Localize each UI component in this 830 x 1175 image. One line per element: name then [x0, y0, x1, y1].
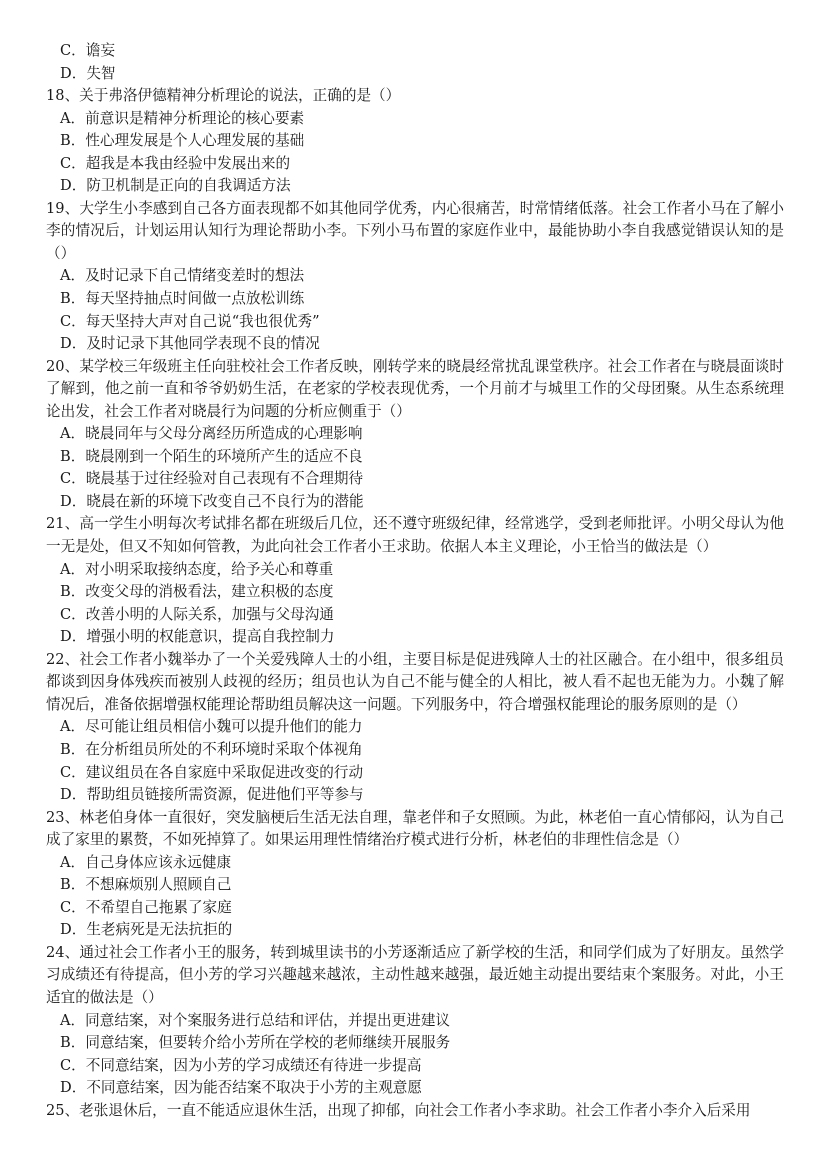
- option-separator: ．: [70, 560, 86, 578]
- option-letter: A: [60, 560, 71, 578]
- option-letter: B: [60, 290, 71, 308]
- option-text: 对小明采取接纳态度，给予关心和尊重: [85, 560, 334, 578]
- option-text: 不同意结案，因为能否结案不取决于小芳的主观意愿: [86, 1079, 422, 1097]
- option-line: [46, 581, 784, 604]
- option-line: [46, 626, 784, 649]
- option-text: 前意识是精神分析理论的核心要素: [85, 109, 305, 127]
- option-text: 改善小明的人际关系，加强与父母沟通: [85, 605, 334, 623]
- document-body: [46, 40, 784, 1122]
- question-stem: 22、社会工作者小魏举办了一个关爱残障人士的小组，主要目标是促进残障人士的社区融合。在小组中，很多组员都谈到因身体残疾而被别人歧视的经历；组员也认为自己不能与健全的人相比，被人看不起也无能为力。小魏了解情况后，准备依据增强权能理论帮助组员解决这一问题。下列服务中，符合增强权能理论的服务原则的是（）: [46, 650, 784, 713]
- option-letter: C: [60, 312, 72, 330]
- option-separator: ．: [70, 109, 86, 127]
- option-text: 性心理发展是个人心理发展的基础: [85, 132, 305, 150]
- option-letter: D: [60, 335, 72, 353]
- option-line: [46, 784, 784, 807]
- question-stem: 19、大学生小李感到自己各方面表现都不如其他同学优秀，内心很痛苦，时常情绪低落。社会工作者小马在了解小李的情况后，计划运用认知行为理论帮助小李。下列小马布置的家庭作业中，最能协助小李自我感觉错误认知的是（）: [46, 199, 784, 262]
- option-line: [46, 897, 784, 920]
- option-letter: A: [60, 718, 71, 736]
- option-separator: ．: [71, 42, 86, 59]
- option-letter: C: [60, 154, 72, 172]
- option-separator: ．: [71, 335, 87, 353]
- option-separator: ．: [70, 1034, 86, 1052]
- option-separator: ．: [71, 177, 87, 195]
- option-letter: B: [60, 740, 71, 758]
- option-letter: D: [60, 1079, 72, 1097]
- option-line: [46, 265, 784, 288]
- option-line: [46, 288, 784, 311]
- option-line: [46, 919, 784, 942]
- option-letter: C: [60, 898, 72, 916]
- option-text: 及时记录下自己情绪变差时的想法: [85, 267, 305, 285]
- option-line: [46, 491, 784, 514]
- question-stem: 25、老张退休后，一直不能适应退休生活，出现了抑郁，向社会工作者小李求助。社会工作者小李介入后采用: [46, 1101, 751, 1119]
- option-letter: D: [60, 786, 72, 804]
- option-line: [46, 333, 784, 356]
- option-letter: C: [60, 1056, 72, 1074]
- option-separator: ．: [71, 921, 87, 939]
- option-letter: C: [60, 763, 72, 781]
- question-stem: 18、关于弗洛伊德精神分析理论的说法，正确的是（）: [46, 87, 401, 105]
- option-separator: ．: [70, 876, 86, 894]
- option-letter: A: [60, 853, 71, 871]
- option-separator: ．: [71, 628, 87, 646]
- option-separator: ．: [70, 853, 86, 871]
- option-line: [46, 1077, 784, 1100]
- option-separator: ．: [70, 1011, 86, 1029]
- option-text: 晓晨刚到一个陌生的环境所产生的适应不良: [85, 447, 363, 465]
- option-line: [46, 1055, 784, 1078]
- option-text: 失智: [86, 64, 116, 82]
- option-text: 及时记录下其他同学表现不良的情况: [86, 335, 320, 353]
- option-letter: B: [60, 447, 71, 465]
- question-stem: 21、高一学生小明每次考试排名都在班级后几位，还不遵守班级纪律，经常逃学，受到老师批评。小明父母认为他一无是处，但又不知如何管教，为此向社会工作者小王求助。依据人本主义理论，小王恰当的做法是（）: [46, 515, 784, 556]
- option-separator: ．: [70, 583, 86, 601]
- option-letter: A: [60, 425, 71, 443]
- option-separator: ．: [70, 132, 86, 150]
- option-letter: A: [60, 109, 71, 127]
- option-line: [46, 446, 784, 469]
- option-text: 同意结案，但要转介给小芳所在学校的老师继续开展服务: [85, 1034, 451, 1052]
- option-separator: ．: [70, 290, 86, 308]
- option-text: 同意结案，对个案服务进行总结和评估，并提出更进建议: [85, 1011, 451, 1029]
- option-line: [46, 108, 784, 131]
- option-line: [46, 852, 784, 875]
- option-line: [46, 1010, 784, 1033]
- option-separator: ．: [71, 1056, 86, 1074]
- option-separator: ．: [70, 267, 86, 285]
- option-line: [46, 1032, 784, 1055]
- option-separator: ．: [71, 470, 86, 488]
- option-text: 每天坚持抽点时间做一点放松训练: [85, 290, 305, 308]
- option-text: 建议组员在各自家庭中采取促进改变的行动: [85, 763, 364, 781]
- option-text: 帮助组员链接所需资源，促进他们平等参与: [86, 786, 364, 804]
- option-letter: B: [60, 132, 71, 150]
- option-letter: A: [60, 1011, 71, 1029]
- option-separator: ．: [71, 786, 87, 804]
- option-text: 不想麻烦别人照顾自己: [85, 876, 232, 894]
- option-separator: ．: [71, 154, 86, 172]
- option-separator: ．: [70, 425, 86, 443]
- option-letter: D: [60, 921, 72, 939]
- option-letter: B: [60, 876, 71, 894]
- option-letter: C: [60, 42, 72, 59]
- option-text: 晓晨基于过往经验对自己表现有不合理期待: [85, 470, 364, 488]
- option-separator: ．: [71, 312, 86, 330]
- option-separator: ．: [71, 492, 87, 510]
- question-stem: 23、林老伯身体一直很好，突发脑梗后生活无法自理，靠老伴和子女照顾。为此，林老伯一直心情郁闷，认为自己成了家里的累赘，不如死掉算了。如果运用理性情绪治疗模式进行分析，林老伯的非理性信念是（）: [46, 808, 784, 849]
- option-separator: ．: [71, 763, 86, 781]
- option-separator: ．: [70, 740, 86, 758]
- option-text: 增强小明的权能意识，提高自我控制力: [86, 628, 335, 646]
- option-line: [46, 423, 784, 446]
- option-letter: B: [60, 583, 71, 601]
- option-text: 防卫机制是正向的自我调适方法: [86, 177, 291, 195]
- option-letter: C: [60, 470, 72, 488]
- option-line: [46, 63, 784, 86]
- option-line: [46, 559, 784, 582]
- option-text: 晓晨同年与父母分离经历所造成的心理影响: [85, 425, 363, 443]
- option-line: [46, 874, 784, 897]
- option-line: [46, 716, 784, 739]
- option-separator: ．: [71, 898, 86, 916]
- question-stem: 24、通过社会工作者小王的服务，转到城里读书的小芳逐渐适应了新学校的生活，和同学们成为了好朋友。虽然学习成绩还有待提高，但小芳的学习兴趣越来越浓，主动性越来越强，最近她主动提出要结束个案服务。对此，小王适宜的做法是（）: [46, 943, 784, 1006]
- option-text: 每天坚持大声对自己说“我也很优秀”: [85, 312, 320, 330]
- option-line: [46, 604, 784, 627]
- option-separator: ．: [70, 447, 86, 465]
- option-text: 尽可能让组员相信小魏可以提升他们的能力: [85, 718, 363, 736]
- option-text: 超我是本我由经验中发展出来的: [85, 154, 291, 172]
- option-separator: ．: [71, 605, 86, 623]
- option-letter: C: [60, 605, 72, 623]
- option-separator: ．: [70, 718, 86, 736]
- option-text: 不希望自己拖累了家庭: [85, 898, 232, 916]
- option-letter: D: [60, 628, 72, 646]
- option-letter: D: [60, 64, 72, 82]
- option-line: [46, 40, 784, 63]
- option-letter: D: [60, 177, 72, 195]
- option-line: [46, 762, 784, 785]
- option-separator: ．: [71, 1079, 87, 1097]
- option-line: [46, 739, 784, 762]
- option-text: 谵妄: [85, 42, 115, 59]
- option-text: 在分析组员所处的不利环境时采取个体视角: [85, 740, 363, 758]
- option-letter: B: [60, 1034, 71, 1052]
- option-line: [46, 311, 784, 334]
- option-text: 生老病死是无法抗拒的: [86, 921, 233, 939]
- option-line: [46, 130, 784, 153]
- option-separator: ．: [71, 64, 87, 82]
- option-line: [46, 175, 784, 198]
- option-line: [46, 153, 784, 176]
- option-text: 晓晨在新的环境下改变自己不良行为的潜能: [86, 492, 364, 510]
- option-text: 自己身体应该永远健康: [85, 853, 232, 871]
- option-text: 不同意结案，因为小芳的学习成绩还有待进一步提高: [85, 1056, 422, 1074]
- option-line: [46, 468, 784, 491]
- option-letter: A: [60, 267, 71, 285]
- question-stem: 20、某学校三年级班主任向驻校社会工作者反映，刚转学来的晓晨经常扰乱课堂秩序。社会工作者在与晓晨面谈时了解到，他之前一直和爷爷奶奶生活，在老家的学校表现优秀，一个月前才与城里工作的父母团聚。从生态系统理论出发，社会工作者对晓晨行为问题的分析应侧重于（）: [46, 357, 784, 420]
- option-text: 改变父母的消极看法，建立积极的态度: [85, 583, 334, 601]
- option-letter: D: [60, 492, 72, 510]
